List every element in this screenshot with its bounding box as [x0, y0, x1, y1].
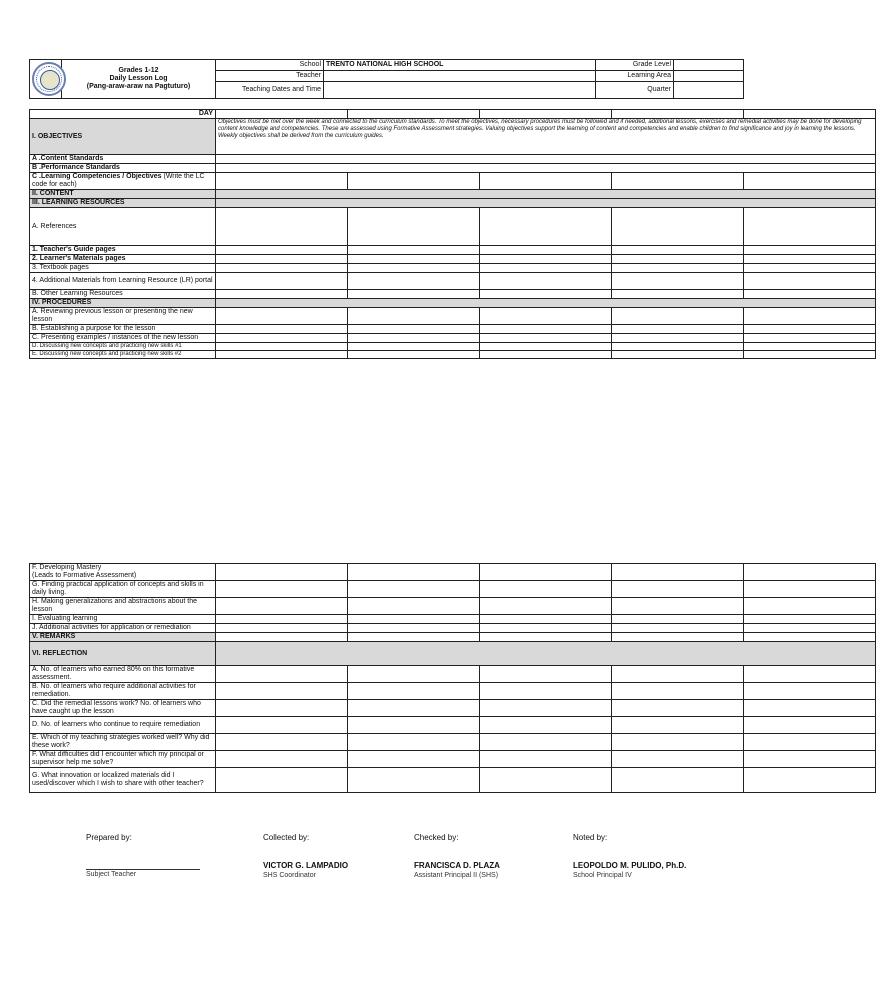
textbook-day-1[interactable] [216, 264, 348, 273]
proc-e-day-4[interactable] [612, 351, 744, 359]
refl-f-day-2[interactable] [348, 751, 480, 768]
school-label: School [216, 60, 324, 71]
proc-c-day-5[interactable] [744, 334, 876, 343]
other-resources-day-2[interactable] [348, 290, 480, 299]
refl-f-label: F. What difficulties did I encounter which my principal or supervisor help me solve? [30, 751, 216, 768]
refl-c-day-3[interactable] [480, 700, 612, 717]
competencies-label-note: (Write the LC code for each) [32, 173, 205, 188]
proc-d-day-4[interactable] [612, 343, 744, 351]
teachers-guide-day-4[interactable] [612, 246, 744, 255]
proc-h-day-2[interactable] [348, 598, 480, 615]
grades-label: Grades 1-12 [118, 67, 159, 74]
refl-b-day-2[interactable] [348, 683, 480, 700]
refl-c-day-5[interactable] [744, 700, 876, 717]
proc-e-day-3[interactable] [480, 351, 612, 359]
additional-materials-day-1[interactable] [216, 273, 348, 290]
competencies-day-3[interactable] [480, 173, 612, 190]
proc-a-day-4[interactable] [612, 308, 744, 325]
proc-a-day-5[interactable] [744, 308, 876, 325]
checker-name: FRANCISCA D. PLAZA [414, 861, 500, 870]
log-subtitle: (Pang-araw-araw na Pagtuturo) [86, 83, 191, 90]
objectives-label: I. OBJECTIVES [30, 119, 216, 155]
refl-d-label: D. No. of learners who continue to require remediation [30, 717, 216, 734]
learners-materials-day-5[interactable] [744, 255, 876, 264]
learning-resources-label: III. LEARNING RESOURCES [30, 199, 216, 208]
refl-e-day-3[interactable] [480, 734, 612, 751]
refl-f-day-5[interactable] [744, 751, 876, 768]
lesson-log-table [29, 109, 876, 359]
remarks-day-2[interactable] [348, 633, 480, 642]
proc-e-day-5[interactable] [744, 351, 876, 359]
refl-b-day-5[interactable] [744, 683, 876, 700]
proc-d-day-2[interactable] [348, 343, 480, 351]
teacher-field[interactable] [324, 71, 596, 82]
refl-b-day-1[interactable] [216, 683, 348, 700]
additional-materials-day-5[interactable] [744, 273, 876, 290]
refl-g-day-5[interactable] [744, 768, 876, 793]
proc-g-day-3[interactable] [480, 581, 612, 598]
refl-a-day-3[interactable] [480, 666, 612, 683]
proc-a-day-2[interactable] [348, 308, 480, 325]
proc-b-label: B. Establishing a purpose for the lesson [30, 325, 216, 334]
proc-j-day-4[interactable] [612, 624, 744, 633]
textbook-day-2[interactable] [348, 264, 480, 273]
refl-e-day-2[interactable] [348, 734, 480, 751]
other-resources-day-4[interactable] [612, 290, 744, 299]
refl-c-label: C. Did the remedial lessons work? No. of learners who have caught up the lesson [30, 700, 216, 717]
deped-seal-icon [32, 62, 66, 96]
refl-f-day-1[interactable] [216, 751, 348, 768]
proc-e-label: E. Discussing new concepts and practicing new skills #2 [30, 351, 216, 359]
proc-j-day-2[interactable] [348, 624, 480, 633]
log-title-block [62, 60, 216, 99]
day-5-cell[interactable] [744, 110, 876, 119]
refl-f-day-3[interactable] [480, 751, 612, 768]
other-resources-day-3[interactable] [480, 290, 612, 299]
proc-f-day-4[interactable] [612, 564, 744, 581]
proc-j-label: J. Additional activities for application or remediation [30, 624, 216, 633]
prepared-by-label: Prepared by: [86, 833, 132, 842]
day-3-cell[interactable] [480, 110, 612, 119]
lesson-log-table-continued [29, 563, 876, 793]
teachers-guide-day-1[interactable] [216, 246, 348, 255]
content-section-bar [216, 190, 876, 199]
procedures-label: IV. PROCEDURES [30, 299, 216, 308]
proc-d-day-5[interactable] [744, 343, 876, 351]
learners-materials-day-4[interactable] [612, 255, 744, 264]
proc-j-day-1[interactable] [216, 624, 348, 633]
grade-level-label: Grade Level [596, 60, 674, 71]
proc-d-day-1[interactable] [216, 343, 348, 351]
proc-g-day-5[interactable] [744, 581, 876, 598]
teaching-dates-field[interactable] [324, 82, 596, 99]
competencies-label [30, 173, 216, 190]
proc-j-day-3[interactable] [480, 624, 612, 633]
refl-d-day-3[interactable] [480, 717, 612, 734]
day-label: DAY [30, 110, 216, 119]
competencies-day-2[interactable] [348, 173, 480, 190]
refl-d-day-4[interactable] [612, 717, 744, 734]
content-standards-label: A .Content Standards [30, 155, 216, 164]
noted-by-label: Noted by: [573, 833, 608, 842]
refl-e-day-1[interactable] [216, 734, 348, 751]
proc-c-day-4[interactable] [612, 334, 744, 343]
proc-d-label: D. Discussing new concepts and practicing new skills #1 [30, 343, 216, 351]
refl-b-day-4[interactable] [612, 683, 744, 700]
learning-area-label: Learning Area [596, 71, 674, 82]
refl-a-day-2[interactable] [348, 666, 480, 683]
day-1-cell[interactable] [216, 110, 348, 119]
subject-teacher-label: Subject Teacher [86, 871, 137, 878]
learners-materials-day-3[interactable] [480, 255, 612, 264]
content-section-label: II. CONTENT [30, 190, 216, 199]
collector-name: VICTOR G. LAMPADIO [263, 861, 349, 870]
remarks-day-5[interactable] [744, 633, 876, 642]
proc-b-day-4[interactable] [612, 325, 744, 334]
proc-b-day-5[interactable] [744, 325, 876, 334]
noter-name: LEOPOLDO M. PULIDO, Ph.D. [573, 861, 687, 870]
proc-i-day-2[interactable] [348, 615, 480, 624]
grade-level-field[interactable] [674, 60, 744, 71]
textbook-day-5[interactable] [744, 264, 876, 273]
collected-by-label: Collected by: [263, 833, 310, 842]
refl-e-label: E. Which of my teaching strategies worked well? Why did these work? [30, 734, 216, 751]
proc-a-label: A. Reviewing previous lesson or presenting the new lesson [30, 308, 216, 325]
refl-g-day-1[interactable] [216, 768, 348, 793]
other-resources-label: B. Other Learning Resources [30, 290, 216, 299]
reflection-bar [216, 642, 876, 666]
textbook-day-3[interactable] [480, 264, 612, 273]
refl-e-day-5[interactable] [744, 734, 876, 751]
refl-a-day-1[interactable] [216, 666, 348, 683]
learning-resources-bar [216, 199, 876, 208]
proc-c-day-2[interactable] [348, 334, 480, 343]
checked-by-label: Checked by: [414, 833, 459, 842]
objectives-instructions: Objectives must be met over the week and connected to the curriculum standards. To meet the objectives, necessary procedures must be followed and if needed, additional lessons, exercises and remedial activities may be done for developing content knowledge and competencies. These are assessed using Formative Assessment strategies. Valuing objectives support the learning of content and competencies and enable children to find significance and joy in learning the lessons. Weekly objectives shall be derived from the curriculum guides. [216, 119, 876, 155]
additional-materials-day-2[interactable] [348, 273, 480, 290]
teachers-guide-day-3[interactable] [480, 246, 612, 255]
proc-g-day-2[interactable] [348, 581, 480, 598]
competencies-day-5[interactable] [744, 173, 876, 190]
refl-f-day-4[interactable] [612, 751, 744, 768]
references-label: A. References [30, 208, 216, 246]
header-table [29, 59, 744, 99]
proc-c-label: C. Presenting examples / instances of the new lesson [30, 334, 216, 343]
proc-h-day-3[interactable] [480, 598, 612, 615]
proc-a-day-1[interactable] [216, 308, 348, 325]
competencies-day-1[interactable] [216, 173, 348, 190]
proc-c-day-1[interactable] [216, 334, 348, 343]
proc-h-day-5[interactable] [744, 598, 876, 615]
references-day-4[interactable] [612, 208, 744, 246]
refl-e-day-4[interactable] [612, 734, 744, 751]
proc-a-day-3[interactable] [480, 308, 612, 325]
proc-f-day-1[interactable] [216, 564, 348, 581]
content-standards-field[interactable] [216, 155, 876, 164]
refl-a-day-5[interactable] [744, 666, 876, 683]
reflection-label: VI. REFLECTION [30, 642, 216, 666]
teacher-label: Teacher [216, 71, 324, 82]
proc-g-day-4[interactable] [612, 581, 744, 598]
remarks-day-3[interactable] [480, 633, 612, 642]
teachers-guide-day-5[interactable] [744, 246, 876, 255]
refl-d-day-2[interactable] [348, 717, 480, 734]
proc-b-day-3[interactable] [480, 325, 612, 334]
proc-h-day-1[interactable] [216, 598, 348, 615]
procedures-bar [216, 299, 876, 308]
refl-c-day-1[interactable] [216, 700, 348, 717]
remarks-label: V. REMARKS [30, 633, 216, 642]
teachers-guide-label: 1. Teacher's Guide pages [30, 246, 216, 255]
learning-area-field[interactable] [674, 71, 744, 82]
competencies-label-bold: C .Learning Competencies / Objectives [32, 173, 162, 180]
proc-e-day-1[interactable] [216, 351, 348, 359]
remarks-day-4[interactable] [612, 633, 744, 642]
quarter-field[interactable] [674, 82, 744, 99]
proc-c-day-3[interactable] [480, 334, 612, 343]
proc-b-day-1[interactable] [216, 325, 348, 334]
refl-a-label: A. No. of learners who earned 80% on this formative assessment. [30, 666, 216, 683]
textbook-day-4[interactable] [612, 264, 744, 273]
refl-g-day-3[interactable] [480, 768, 612, 793]
teaching-dates-label: Teaching Dates and Time [216, 82, 324, 99]
signature-line [86, 869, 200, 870]
deped-seal-cell [30, 60, 62, 99]
additional-materials-day-4[interactable] [612, 273, 744, 290]
proc-f-day-5[interactable] [744, 564, 876, 581]
noter-title: School Principal IV [573, 872, 632, 879]
proc-i-day-1[interactable] [216, 615, 348, 624]
textbook-label: 3. Textbook pages [30, 264, 216, 273]
learners-materials-label: 2. Learner's Materials pages [30, 255, 216, 264]
proc-i-day-3[interactable] [480, 615, 612, 624]
references-day-3[interactable] [480, 208, 612, 246]
performance-standards-label: B .Performance Standards [30, 164, 216, 173]
proc-i-day-4[interactable] [612, 615, 744, 624]
refl-a-day-4[interactable] [612, 666, 744, 683]
refl-b-day-3[interactable] [480, 683, 612, 700]
other-resources-day-5[interactable] [744, 290, 876, 299]
other-resources-day-1[interactable] [216, 290, 348, 299]
log-title: Daily Lesson Log [109, 75, 168, 82]
refl-g-day-2[interactable] [348, 768, 480, 793]
day-2-cell[interactable] [348, 110, 480, 119]
proc-f-day-3[interactable] [480, 564, 612, 581]
proc-g-label: G. Finding practical application of concepts and skills in daily living. [30, 581, 216, 598]
references-day-2[interactable] [348, 208, 480, 246]
performance-standards-field[interactable] [216, 164, 876, 173]
refl-d-day-1[interactable] [216, 717, 348, 734]
learners-materials-day-1[interactable] [216, 255, 348, 264]
proc-h-label: H. Making generalizations and abstractions about the lesson [30, 598, 216, 615]
references-day-1[interactable] [216, 208, 348, 246]
remarks-day-1[interactable] [216, 633, 348, 642]
additional-materials-label: 4. Additional Materials from Learning Resource (LR) portal [30, 273, 216, 290]
school-field[interactable]: TRENTO NATIONAL HIGH SCHOOL [324, 60, 596, 71]
collector-title: SHS Coordinator [263, 872, 316, 879]
checker-title: Assistant Principal II (SHS) [414, 872, 499, 879]
additional-materials-day-3[interactable] [480, 273, 612, 290]
refl-g-day-4[interactable] [612, 768, 744, 793]
quarter-label: Quarter [596, 82, 674, 99]
proc-d-day-3[interactable] [480, 343, 612, 351]
teachers-guide-day-2[interactable] [348, 246, 480, 255]
proc-b-day-2[interactable] [348, 325, 480, 334]
proc-i-label: I. Evaluating learning [30, 615, 216, 624]
proc-i-day-5[interactable] [744, 615, 876, 624]
day-4-cell[interactable] [612, 110, 744, 119]
competencies-day-4[interactable] [612, 173, 744, 190]
references-day-5[interactable] [744, 208, 876, 246]
proc-h-day-4[interactable] [612, 598, 744, 615]
refl-d-day-5[interactable] [744, 717, 876, 734]
proc-f-day-2[interactable] [348, 564, 480, 581]
proc-e-day-2[interactable] [348, 351, 480, 359]
learners-materials-day-2[interactable] [348, 255, 480, 264]
refl-c-day-2[interactable] [348, 700, 480, 717]
refl-g-label: G. What innovation or localized materials did I used/discover which I wish to share with other teacher? [30, 768, 216, 793]
refl-b-label: B. No. of learners who require additional activities for remediation. [30, 683, 216, 700]
proc-j-day-5[interactable] [744, 624, 876, 633]
refl-c-day-4[interactable] [612, 700, 744, 717]
proc-g-day-1[interactable] [216, 581, 348, 598]
proc-f-label: F. Developing Mastery (Leads to Formative Assessment) [30, 564, 216, 581]
